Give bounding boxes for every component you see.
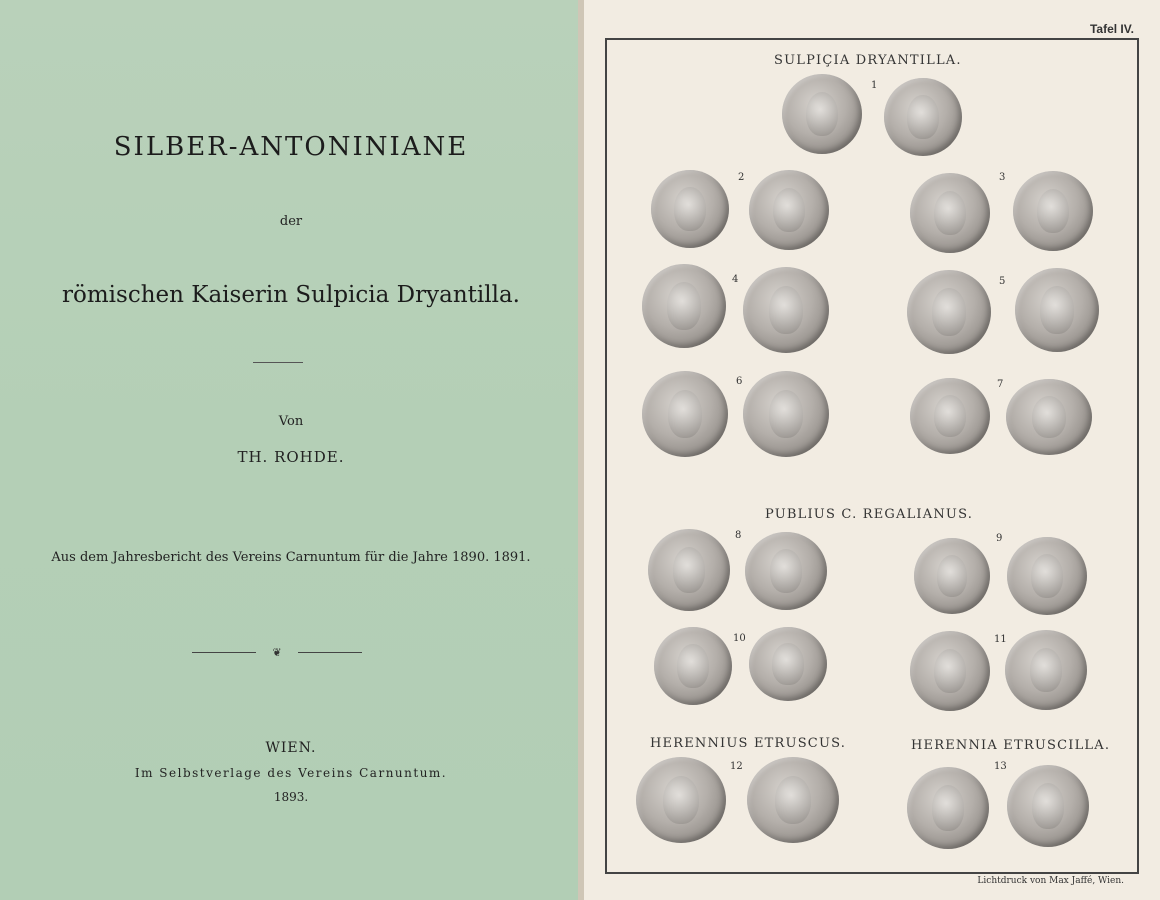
cover-publisher: Im Selbstverlage des Vereins Carnuntum. — [134, 766, 448, 780]
coin-number: 13 — [994, 761, 1007, 772]
cover-title: SILBER-ANTONINIANE — [113, 132, 469, 162]
coin-number: 4 — [732, 274, 739, 285]
coin-obverse — [642, 371, 728, 457]
coin-number: 3 — [999, 172, 1006, 183]
coin-obverse — [782, 74, 862, 154]
coin-reverse — [1007, 537, 1087, 615]
coin-reverse — [745, 532, 827, 610]
coin-reverse — [743, 371, 829, 457]
coin-obverse — [907, 270, 991, 354]
coin-reverse — [749, 170, 829, 250]
cover-year: 1893. — [273, 790, 309, 804]
coin-number: 6 — [736, 376, 743, 387]
coin-number: 2 — [738, 172, 745, 183]
coin-reverse — [1005, 630, 1087, 710]
coin-reverse — [1007, 765, 1089, 847]
section-header-herennius: HERENNIUS ETRUSCUS. — [650, 736, 847, 751]
plate-number: Tafel IV. — [1089, 22, 1134, 36]
coin-reverse — [1015, 268, 1099, 352]
coin-number: 12 — [730, 761, 743, 772]
coin-reverse — [1006, 379, 1092, 455]
cover-der: der — [279, 214, 303, 229]
coin-reverse — [749, 627, 827, 701]
coin-obverse — [910, 631, 990, 711]
page-gutter — [578, 0, 584, 900]
section-header-herennia: HERENNIA ETRUSCILLA. — [911, 738, 1111, 753]
coin-reverse — [884, 78, 962, 156]
coin-number: 1 — [871, 80, 878, 91]
coin-number: 9 — [996, 533, 1003, 544]
cover-subtitle: römischen Kaiserin Sulpicia Dryantilla. — [62, 282, 520, 308]
coin-obverse — [648, 529, 730, 611]
cover-ornament: ❦ — [192, 652, 362, 654]
coin-obverse — [910, 378, 990, 454]
coin-obverse — [654, 627, 732, 705]
coin-obverse — [642, 264, 726, 348]
cover-von: Von — [278, 414, 304, 429]
section-header-sulpicia: SULPIÇIA DRYANTILLA. — [774, 53, 962, 68]
coin-obverse — [914, 538, 990, 614]
coin-reverse — [743, 267, 829, 353]
coin-number: 8 — [735, 530, 742, 541]
coin-number: 11 — [994, 634, 1007, 645]
cover-author: TH. ROHDE. — [237, 448, 345, 466]
coin-reverse — [747, 757, 839, 843]
coin-obverse — [907, 767, 989, 849]
coin-obverse — [910, 173, 990, 253]
coin-plate — [582, 0, 1160, 900]
cover-source: Aus dem Jahresbericht des Vereins Carnuntum für die Jahre 1890. 1891. — [51, 550, 531, 565]
coin-number: 5 — [999, 276, 1006, 287]
cover-rule — [253, 362, 303, 363]
coin-number: 10 — [733, 633, 746, 644]
coin-obverse — [651, 170, 729, 248]
coin-reverse — [1013, 171, 1093, 251]
cover-place: WIEN. — [265, 740, 317, 756]
coin-obverse — [636, 757, 726, 843]
section-header-regalianus: PUBLIUS C. REGALIANUS. — [765, 507, 974, 522]
plate-credit: Lichtdruck von Max Jaffé, Wien. — [977, 876, 1124, 886]
coin-number: 7 — [997, 379, 1004, 390]
